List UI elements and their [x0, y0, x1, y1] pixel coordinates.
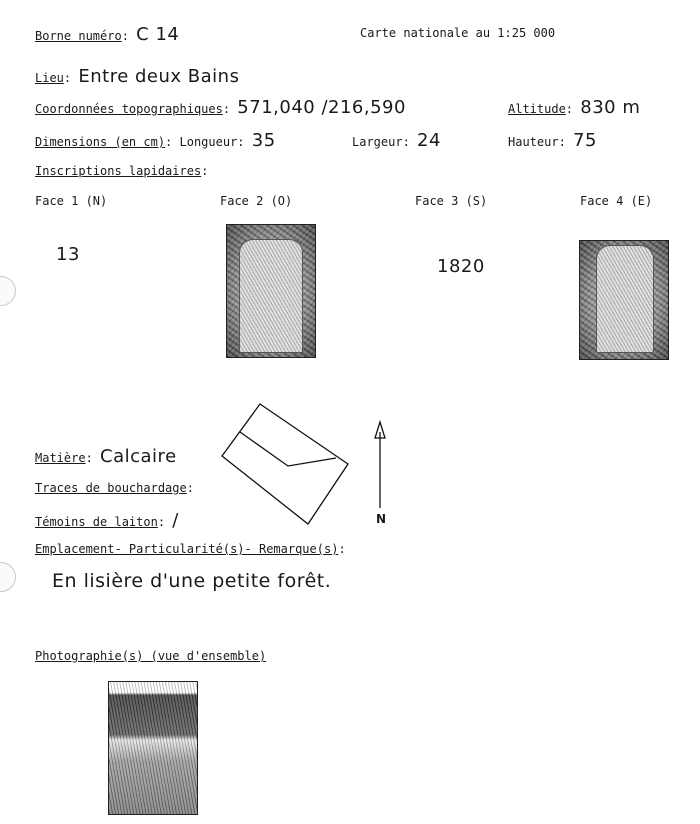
inscriptions-label: Inscriptions lapidaires	[35, 164, 202, 178]
boundary-stone-image	[596, 245, 654, 353]
dimensions-field: Dimensions (en cm): Longueur: 35	[35, 130, 276, 151]
largeur-label: Largeur:	[352, 135, 410, 149]
face-1-inscription: 13	[56, 244, 80, 265]
temoins-value: /	[172, 510, 179, 531]
hauteur-label: Hauteur:	[508, 135, 566, 149]
borne-field: Borne numéro: C 14	[35, 24, 180, 45]
borne-value: C 14	[136, 24, 180, 45]
inscriptions-field: Inscriptions lapidaires:	[35, 164, 209, 178]
emplacement-field: Emplacement- Particularité(s)- Remarque(s):	[35, 542, 346, 556]
altitude-value: 830 m	[580, 97, 641, 118]
hauteur-value: 75	[573, 130, 597, 151]
largeur-field	[352, 130, 441, 151]
face-4-photo	[579, 240, 669, 360]
emplacement-value: En lisière d'une petite forêt.	[52, 570, 332, 592]
coordonnees-field: Coordonnées topographiques: 571,040 /216,590	[35, 97, 406, 118]
altitude-field: Altitude: 830 m	[508, 97, 641, 118]
borne-label: Borne numéro	[35, 29, 122, 43]
temoins-field: Témoins de laiton: /	[35, 510, 179, 531]
punch-hole	[0, 562, 16, 592]
matiere-label: Matière	[35, 451, 86, 465]
stone-top-ridge	[240, 432, 336, 466]
boundary-stone-image	[239, 239, 303, 353]
matiere-value: Calcaire	[100, 446, 177, 467]
dimensions-label: Dimensions (en cm)	[35, 135, 166, 149]
punch-hole	[0, 276, 16, 306]
largeur-value: 24	[417, 130, 441, 151]
overview-photo	[108, 681, 198, 815]
lieu-value: Entre deux Bains	[78, 66, 240, 87]
face-1-label: Face 1 (N)	[35, 194, 108, 208]
emplacement-label: Emplacement- Particularité(s)- Remarque(s)	[35, 542, 339, 556]
face-2-photo	[226, 224, 316, 358]
matiere-field: Matière: Calcaire	[35, 446, 177, 467]
carte-nationale: Carte nationale au 1:25 000	[360, 26, 556, 40]
temoins-label: Témoins de laiton	[35, 515, 158, 529]
altitude-label: Altitude	[508, 102, 566, 116]
traces-label: Traces de bouchardage	[35, 481, 187, 495]
coordonnees-label: Coordonnées topographiques	[35, 102, 223, 116]
lieu-label: Lieu	[35, 71, 64, 85]
coordonnees-value: 571,040 /216,590	[237, 97, 406, 118]
face-2-label: Face 2 (O)	[220, 194, 293, 208]
longueur-value: 35	[251, 130, 276, 151]
longueur-label: Longueur:	[179, 135, 245, 149]
traces-field: Traces de bouchardage:	[35, 481, 194, 495]
face-4-label: Face 4 (E)	[580, 194, 653, 208]
north-label: N	[376, 512, 387, 526]
photographies-label: Photographie(s) (vue d'ensemble)	[35, 649, 267, 663]
photographies-field	[35, 649, 266, 663]
orientation-sketch	[210, 398, 410, 528]
hauteur-field	[508, 130, 597, 151]
face-3-inscription: 1820	[437, 256, 485, 277]
lieu-field: Lieu: Entre deux Bains	[35, 66, 240, 87]
face-3-label: Face 3 (S)	[415, 194, 488, 208]
